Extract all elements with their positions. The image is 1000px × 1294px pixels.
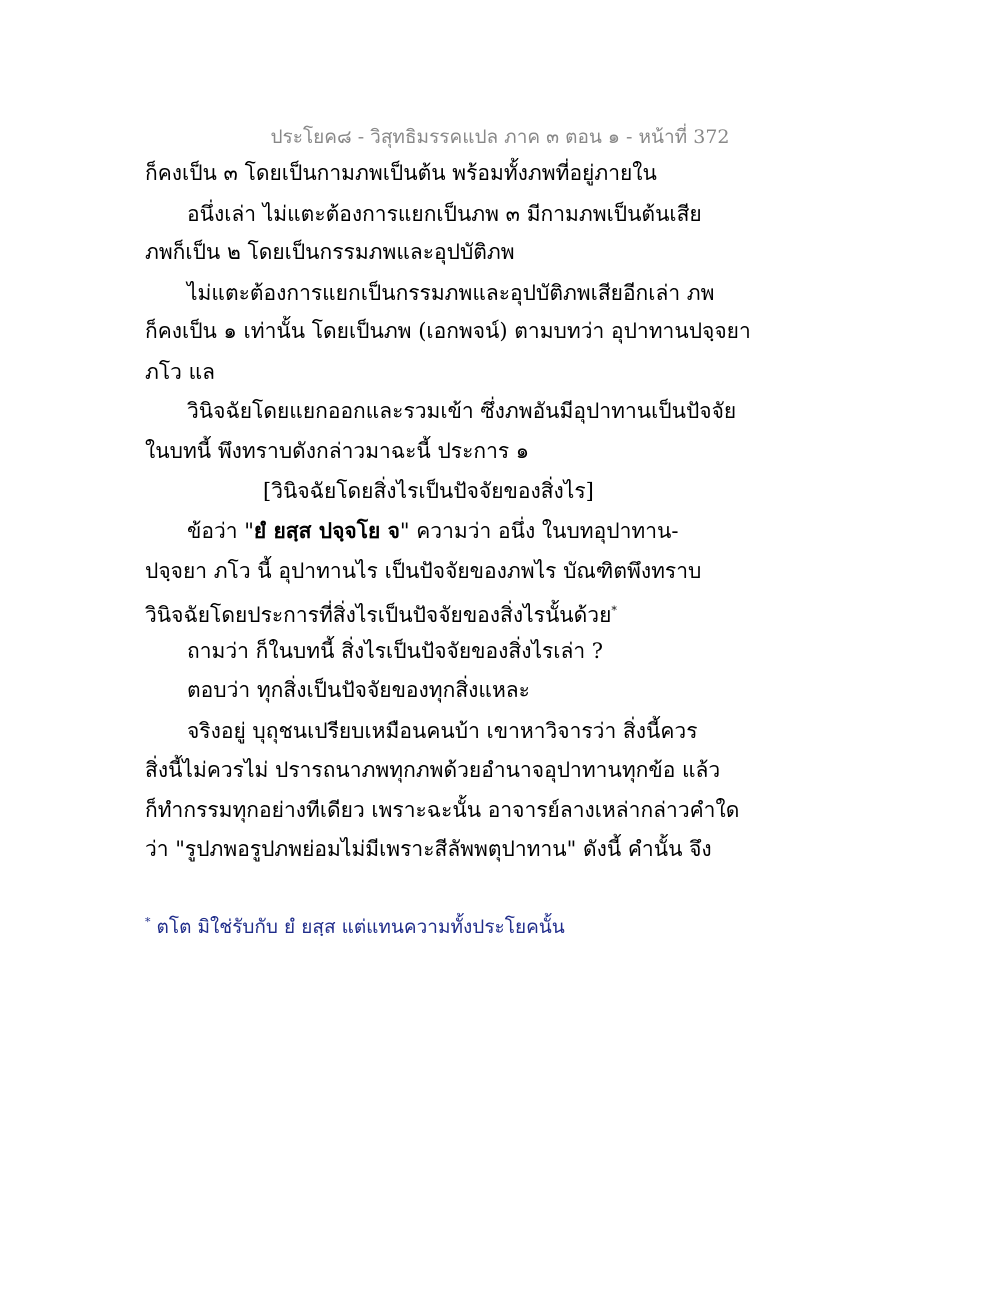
text-line: ภโว แล xyxy=(145,360,215,384)
text-line: ก็ทำกรรมทุกอย่างทีเดียว เพราะฉะนั้น อาจารย์ลางเหล่ากล่าวคำใด xyxy=(145,798,740,822)
footnote-mark: * xyxy=(145,915,151,929)
text-line: สิ่งนี้ไม่ควรไม่ ปรารถนาภพทุกภพด้วยอำนาจอุปาทานทุกข้อ แล้ว xyxy=(145,758,721,782)
text-line: ไม่แตะต้องการแยกเป็นกรรมภพและอุปบัติภพเสียอีกเล่า ภพ xyxy=(187,281,715,305)
text-line: วินิจฉัยโดยแยกออกและรวมเข้า ซึ่งภพอันมีอุปาทานเป็นปัจจัย xyxy=(187,399,737,423)
text-line: จริงอยู่ บุถุชนเปรียบเหมือนคนบ้า เขาหาวิจารว่า สิ่งนี้ควร xyxy=(187,719,698,743)
text-line-with-ref xyxy=(145,596,617,630)
line-post: " ความว่า อนึ่ง ในบทอุปาทาน- xyxy=(399,519,679,543)
text-line: ถามว่า ก็ในบทนี้ สิ่งไรเป็นปัจจัยของสิ่งไรเล่า ? xyxy=(187,639,604,663)
line-text: วินิจฉัยโดยประการที่สิ่งไรเป็นปัจจัยของสิ่งไรนั้นด้วย xyxy=(145,603,612,627)
text-line: ตอบว่า ทุกสิ่งเป็นปัจจัยของทุกสิ่งแหละ xyxy=(187,678,530,702)
text-line: ก็คงเป็น ๑ เท่านั้น โดยเป็นภพ (เอกพจน์) ตามบทว่า อุปาทานปจฺจยา xyxy=(145,319,751,343)
section-heading: [วินิจฉัยโดยสิ่งไรเป็นปัจจัยของสิ่งไร] xyxy=(263,479,594,503)
text-line: ว่า "รูปภพอรูปภพย่อมไม่มีเพราะสีลัพพตุปาทาน" ดังนี้ คำนั้น จึง xyxy=(145,837,712,861)
text-line: ก็คงเป็น ๓ โดยเป็นกามภพเป็นต้น พร้อมทั้งภพที่อยู่ภายใน xyxy=(145,161,657,185)
text-line: ในบทนี้ พึงทราบดังกล่าวมาฉะนี้ ประการ ๑ xyxy=(145,439,530,463)
footnote-text: ตโต มิใช่รับกับ ยํ ยสฺส แต่แทนความทั้งประโยคนั้น xyxy=(156,916,565,938)
text-line: ปจฺจยา ภโว นี้ อุปาทานไร เป็นปัจจัยของภพไร บัณฑิตพึงทราบ xyxy=(145,559,702,583)
text-line: อนึ่งเล่า ไม่แตะต้องการแยกเป็นภพ ๓ มีกามภพเป็นต้นเสีย xyxy=(187,202,702,226)
pali-term: ยํ ยสฺส ปจฺจโย จ xyxy=(253,518,400,543)
text-line-with-pali xyxy=(187,516,678,546)
page-header: ประโยค๘ - วิสุทธิมรรคแปล ภาค ๓ ตอน ๑ - หน้าที่ 372 xyxy=(270,126,730,148)
text-line: ภพก็เป็น ๒ โดยเป็นกรรมภพและอุปบัติภพ xyxy=(145,240,515,264)
line-pre: ข้อว่า " xyxy=(187,519,254,543)
footnote xyxy=(145,912,565,942)
footnote-ref: * xyxy=(611,604,617,617)
